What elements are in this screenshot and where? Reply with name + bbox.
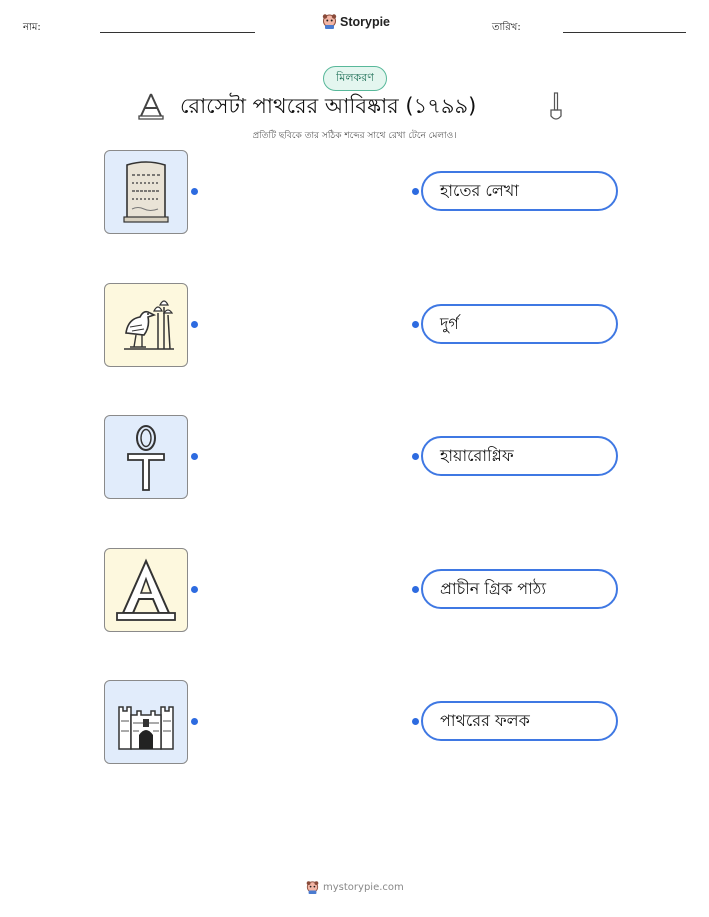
- fort-icon: [113, 691, 179, 753]
- storypie-mascot-icon: [306, 880, 319, 895]
- shovel-icon: [548, 92, 564, 122]
- right-connector-dot[interactable]: [412, 453, 419, 460]
- right-connector-dot[interactable]: [412, 321, 419, 328]
- stone-tablet-icon: [118, 159, 174, 225]
- match-row: [0, 680, 709, 764]
- right-connector-dot[interactable]: [412, 188, 419, 195]
- right-connector-dot[interactable]: [412, 718, 419, 725]
- left-connector-dot[interactable]: [191, 321, 198, 328]
- footer: [306, 880, 404, 895]
- hieroglyph-bird-icon: [114, 293, 178, 357]
- page-title: রোসেটা পাথরের আবিষ্কার (১৭৯৯): [180, 94, 477, 118]
- left-connector-dot[interactable]: [191, 188, 198, 195]
- picture-card: [104, 415, 188, 499]
- match-row: [0, 150, 709, 234]
- title-row: [0, 90, 709, 124]
- match-row: [0, 548, 709, 632]
- left-connector-dot[interactable]: [191, 718, 198, 725]
- picture-card: [104, 150, 188, 234]
- picture-card: [104, 283, 188, 367]
- word-box[interactable]: দুর্গ: [421, 304, 618, 344]
- word-box[interactable]: প্রাচীন গ্রিক পাঠ্য: [421, 569, 618, 609]
- greek-letter-a-icon: [136, 91, 166, 121]
- instructions: প্রতিটি ছবিকে তার সঠিক শব্দের সাথে রেখা টেনে মেলাও।: [252, 131, 457, 141]
- date-field[interactable]: [563, 32, 686, 33]
- brand-name: Storypie: [340, 14, 391, 29]
- left-connector-dot[interactable]: [191, 586, 198, 593]
- name-field[interactable]: [100, 32, 255, 33]
- activity-type-badge: মিলকরণ: [323, 66, 387, 91]
- greek-letter-a-icon: [113, 557, 179, 623]
- word-box[interactable]: হাতের লেখা: [421, 171, 618, 211]
- footer-url[interactable]: mystorypie.com: [323, 882, 404, 893]
- storypie-logo: [322, 13, 390, 30]
- word-box[interactable]: হায়ারোগ্লিফ: [421, 436, 618, 476]
- storypie-mascot-icon: [322, 13, 337, 30]
- match-row: [0, 283, 709, 367]
- match-row: [0, 415, 709, 499]
- left-connector-dot[interactable]: [191, 453, 198, 460]
- name-label: নাম:: [23, 22, 41, 33]
- word-box[interactable]: পাথরের ফলক: [421, 701, 618, 741]
- ankh-icon: [124, 422, 168, 492]
- right-connector-dot[interactable]: [412, 586, 419, 593]
- picture-card: [104, 680, 188, 764]
- date-label: তারিখ:: [492, 22, 521, 33]
- picture-card: [104, 548, 188, 632]
